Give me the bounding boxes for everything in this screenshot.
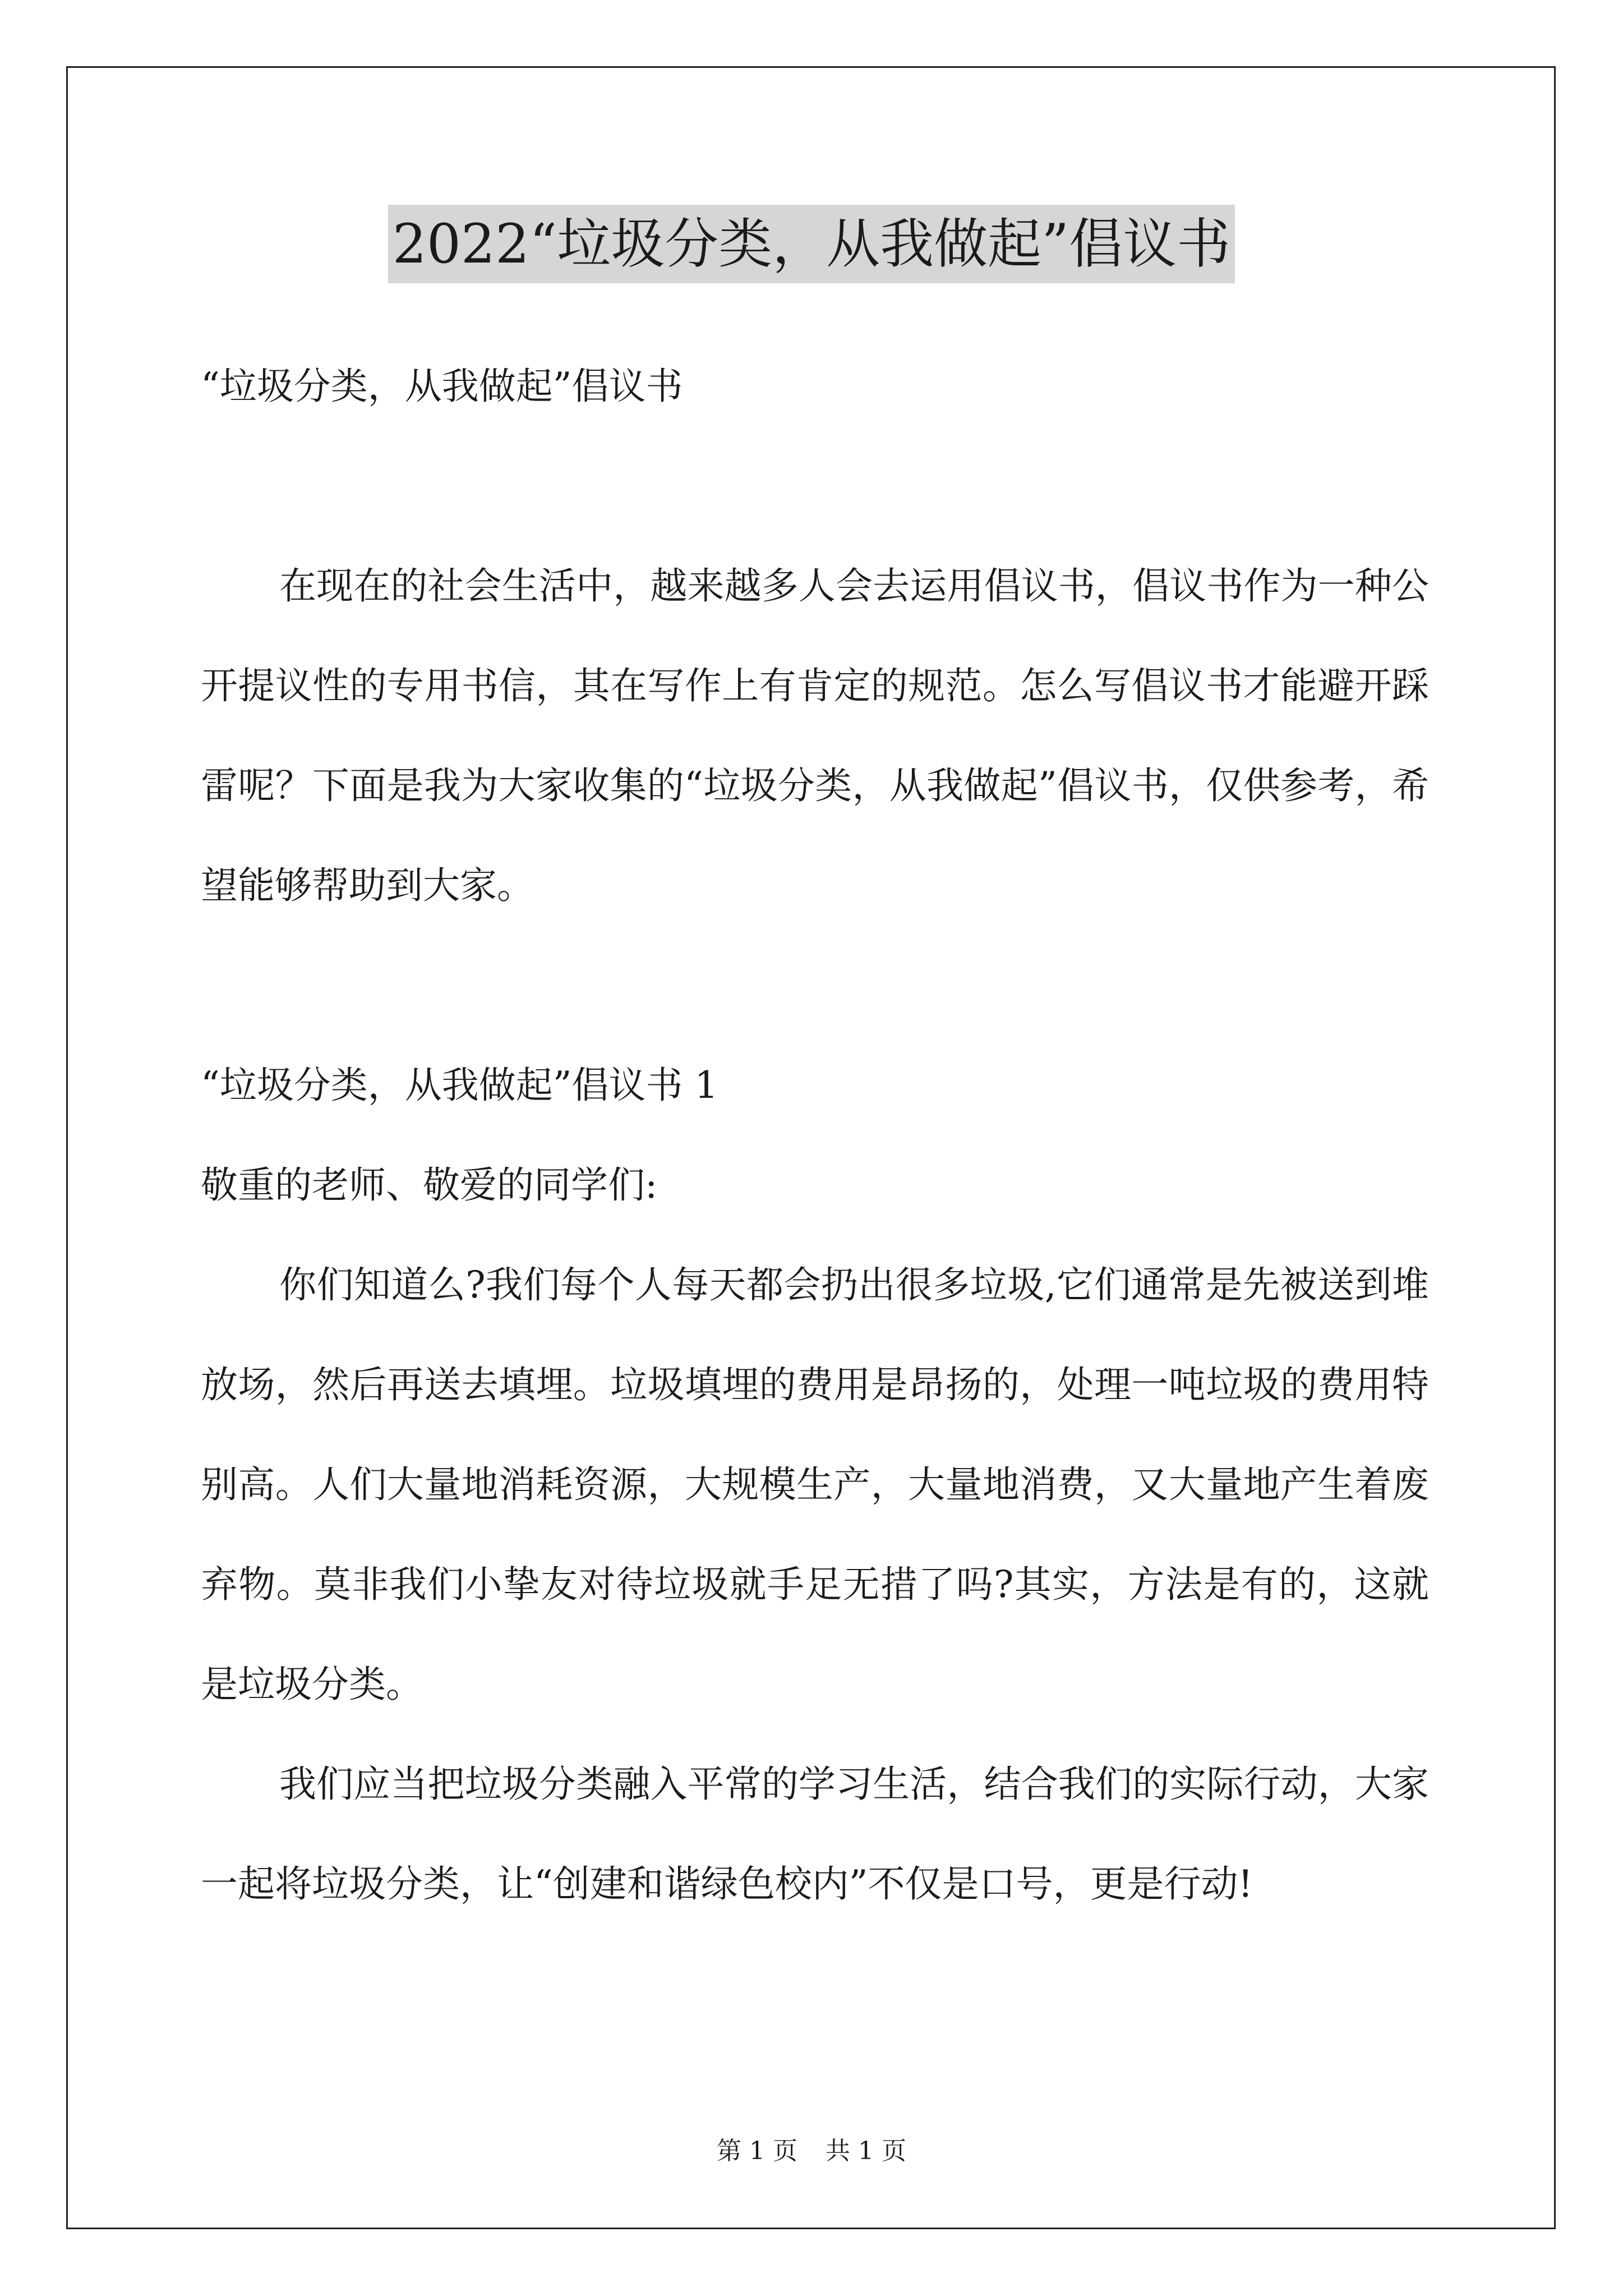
page-footer: [0, 2134, 1623, 2168]
page-number: 第 1 页: [717, 2137, 797, 2165]
document-title: 2022“垃圾分类，从我做起”倡议书: [388, 205, 1235, 283]
page-total: 共 1 页: [826, 2137, 906, 2165]
salutation: 敬重的老师、敬爱的同学们:: [201, 1163, 658, 1207]
document-title-wrap: [0, 205, 1623, 283]
document-body: [201, 337, 1429, 1934]
section-heading: “垃圾分类，从我做起”倡议书 1: [201, 1064, 718, 1107]
body-paragraph: 我们应当把垃圾分类融入平常的学习生活，结合我们的实际行动，大家一起将垃圾分类，让“创建和谐绿色校内”不仅是口号，更是行动!: [201, 1763, 1429, 1906]
intro-paragraph: 在现在的社会生活中，越来越多人会去运用倡议书，倡议书作为一种公开提议性的专用书信，其在写作上有肯定的规范。怎么写倡议书才能避开踩雷呢？下面是我为大家收集的“垃圾分类，从我做起”倡议书，仅供参考，希望能够帮助到大家。: [201, 564, 1429, 907]
body-paragraph: 你们知道么?我们每个人每天都会扔出很多垃圾,它们通常是先被送到堆放场，然后再送去填埋。垃圾填埋的费用是昂扬的，处理一吨垃圾的费用特别高。人们大量地消耗资源，大规模生产，大量地消费，又大量地产生着废弃物。莫非我们小挚友对待垃圾就手足无措了吗?其实，方法是有的，这就是垃圾分类。: [201, 1263, 1429, 1706]
intro-heading: “垃圾分类，从我做起”倡议书: [201, 365, 683, 408]
